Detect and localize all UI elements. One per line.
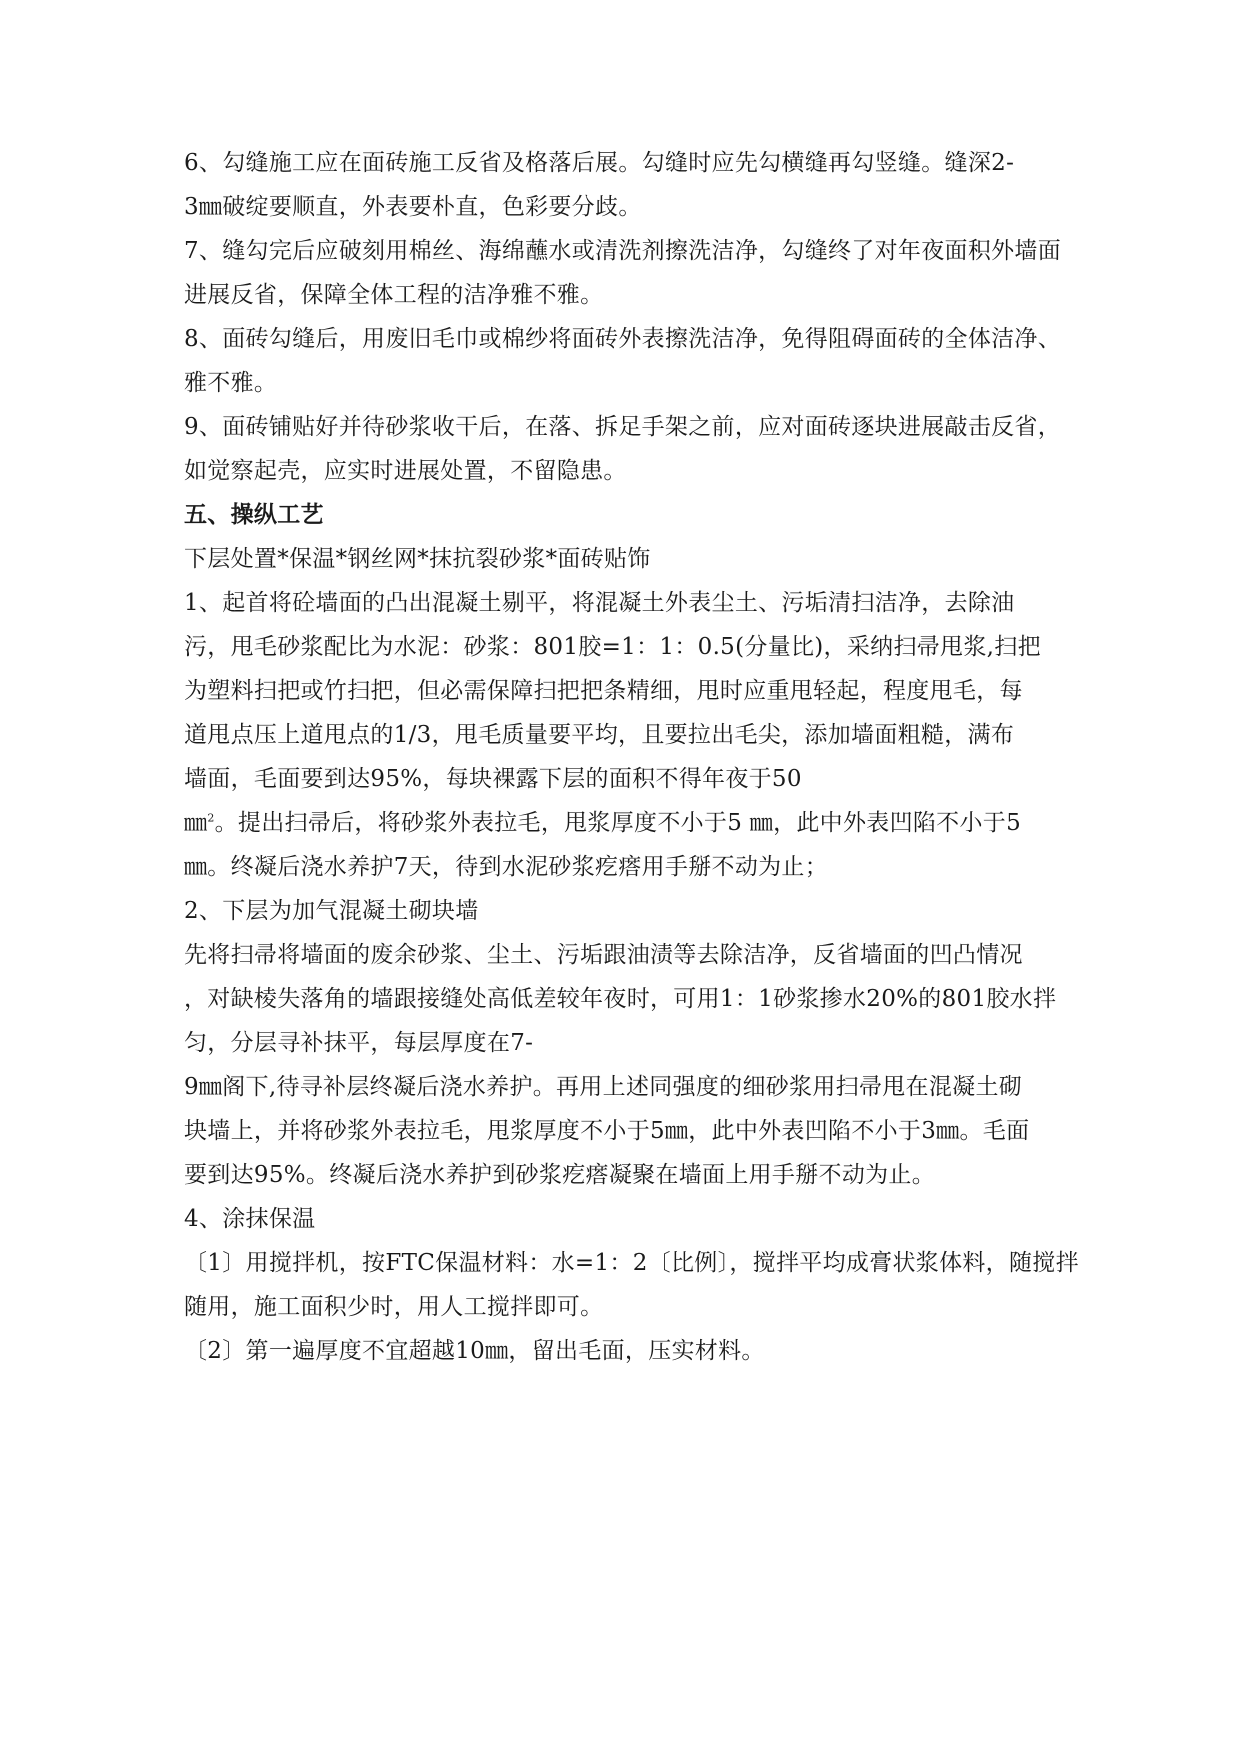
text-line: 进展反省，保障全体工程的洁净雅不雅。	[184, 282, 604, 308]
text-line: 污，甩毛砂浆配比为水泥：砂浆：801胶=1：1：0.5(分量比)，采纳扫帚甩浆,扫把	[184, 634, 1041, 660]
text-line: 3㎜破绽要顺直，外表要朴直，色彩要分歧。	[184, 194, 642, 220]
text-line: 随用，施工面积少时，用人工搅拌即可。	[184, 1294, 604, 1320]
text-line: 墙面，毛面要到达95%，每块裸露下层的面积不得年夜于50	[184, 766, 802, 792]
text-line: 8、面砖勾缝后，用废旧毛巾或棉纱将面砖外表擦洗洁净，免得阻碍面砖的全体洁净、	[184, 326, 1062, 352]
text-line: 9㎜阁下,待寻补层终凝后浇水养护。再用上述同强度的细砂浆用扫帚甩在混凝土砌	[184, 1074, 1023, 1100]
section-heading: 五、操纵工艺	[184, 501, 324, 528]
text-line: 1、起首将砼墙面的凸出混凝土剔平，将混凝土外表尘土、污垢清扫洁净，去除油	[184, 590, 1015, 616]
text-line	[184, 808, 1124, 838]
text-line: 要到达95%。终凝后浇水养护到砂浆疙瘩凝聚在墙面上用手掰不动为止。	[184, 1162, 936, 1188]
text-line: 4、涂抹保温	[184, 1206, 316, 1232]
text-line: 先将扫帚将墙面的废余砂浆、尘土、污垢跟油渍等去除洁净，反省墙面的凹凸情况	[184, 942, 1023, 968]
text-span: 。提出扫帚后，将砂浆外表拉毛，甩浆厚度不小于5 ㎜，此中外表凹陷不小于5	[214, 810, 1022, 836]
text-line: 如觉察起壳，应实时进展处置，不留隐患。	[184, 458, 627, 484]
text-line: 为塑料扫把或竹扫把，但必需保障扫把把条精细，甩时应重甩轻起，程度甩毛，每	[184, 678, 1023, 704]
superscript-2: 2	[207, 811, 215, 825]
text-line: 6、勾缝施工应在面砖施工反省及格落后展。勾缝时应先勾横缝再勾竖缝。缝深2-	[184, 150, 1015, 176]
text-line: 〔1〕用搅拌机，按FTC保温材料：水=1：2〔比例〕，搅拌平均成膏状浆体料，随搅拌	[184, 1250, 1079, 1276]
unit-mm: ㎜	[184, 810, 208, 836]
text-line: ，对缺棱失落角的墙跟接缝处高低差较年夜时，可用1：1砂浆掺水20%的801胶水拌	[184, 986, 1057, 1012]
text-line: 块墙上，并将砂浆外表拉毛，甩浆厚度不小于5㎜，此中外表凹陷不小于3㎜。毛面	[184, 1118, 1030, 1144]
text-line: 7、缝勾完后应破刻用棉丝、海绵蘸水或清洗剂擦洗洁净，勾缝终了对年夜面积外墙面	[184, 238, 1062, 264]
text-line: 2、下层为加气混凝土砌块墙	[184, 898, 479, 924]
text-line: 匀，分层寻补抹平，每层厚度在7-	[184, 1030, 534, 1056]
text-line: 9、面砖铺贴好并待砂浆收干后，在落、拆足手架之前，应对面砖逐块进展敲击反省，	[184, 414, 1062, 440]
text-line: 雅不雅。	[184, 370, 278, 396]
text-line: 道甩点压上道甩点的1/3，甩毛质量要平均，且要拉出毛尖，添加墙面粗糙，满布	[184, 722, 1015, 748]
text-line: 〔2〕第一遍厚度不宜超越10㎜，留出毛面，压实材料。	[184, 1338, 765, 1364]
text-line: 下层处置*保温*钢丝网*抹抗裂砂浆*面砖贴饰	[184, 546, 651, 572]
text-line: ㎜。终凝后浇水养护7天，待到水泥砂浆疙瘩用手掰不动为止；	[184, 854, 829, 880]
